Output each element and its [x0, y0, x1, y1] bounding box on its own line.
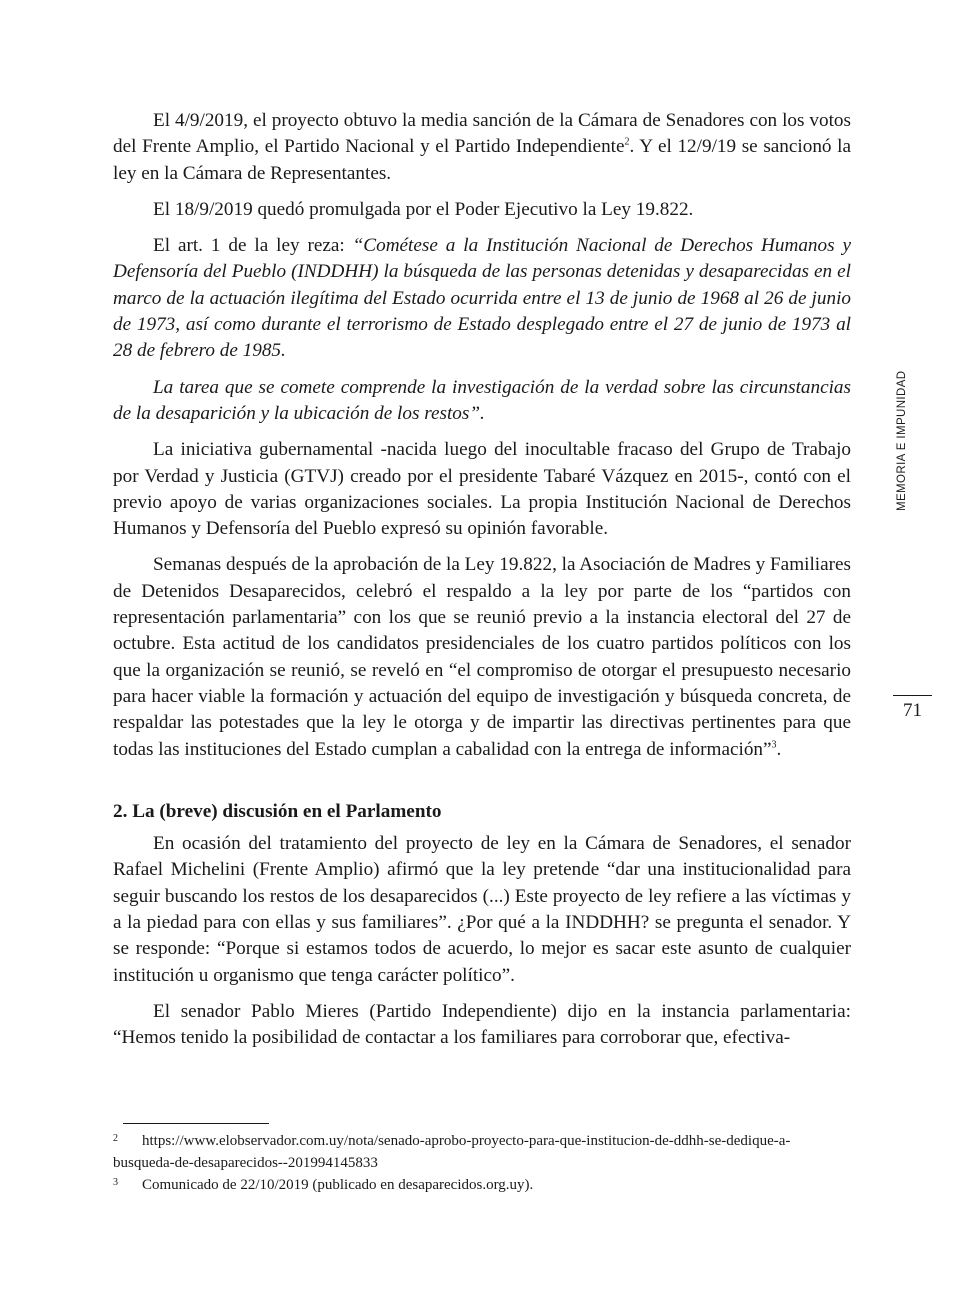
- footnote-link[interactable]: https://www.elobservador.com.uy/nota/senado-aprobo-proyecto-para-que-institucion-de-ddhh-se-dedique-a-busqueda-de-desaparecidos--201994145833: [113, 1133, 791, 1171]
- footnotes: [113, 1130, 851, 1196]
- paragraph: En ocasión del tratamiento del proyecto de ley en la Cámara de Senadores, el senador Rafael Michelini (Frente Amplio) afirmó que la ley pretende “dar una institucionalidad para seguir buscando los restos de los desaparecidos (...) Este proyecto de ley refiere a las víctimas y a la piedad para con ellas y sus familiares”. ¿Por qué a la INDDHH? se pregunta el senador. Y se responde: “Porque si estamos todos de acuerdo, lo mejor es sacar este asunto de cualquier institución u organismo que tenga carácter político”.: [113, 833, 851, 986]
- paragraph: [113, 375, 851, 428]
- footnote-text: Comunicado de 22/10/2019 (publicado en desaparecidos.org.uy).: [142, 1177, 534, 1193]
- body-text: [113, 108, 851, 1052]
- paragraph: La iniciativa gubernamental -nacida luego del inocultable fracaso del Grupo de Trabajo por Verdad y Justicia (GTVJ) creado por el presidente Tabaré Vázquez en 2015-, contó con el previo apoyo de varias organizaciones sociales. La propia Institución Nacional de Derechos Humanos y Defensoría del Pueblo expresó su opinión favorable.: [113, 439, 851, 540]
- footnote: [113, 1174, 851, 1196]
- section-heading: 2. La (breve) discusión en el Parlamento: [113, 800, 442, 822]
- paragraph: Semanas después de la aprobación de la Ley 19.822, la Asociación de Madres y Familiares de Detenidos Desaparecidos, celebró el respaldo a la ley por parte de los “partidos con representación parlamentaria” con los que se reunió previo a la instancia electoral del 27 de octubre. Esta actitud de los candidatos presidenciales de los cuatro partidos políticos con los que la organización se reunió, se reveló en “el compromiso de otorgar el presupuesto necesario para hacer viable la formación y actuación del equipo de investigación y búsqueda concreta, de respaldar las potestades que la ley le otorga y de impartir las directivas pertinentes para que todas las instituciones del Estado cumplan a cabalidad con la entrega de información”$^3$.: [113, 554, 852, 760]
- paragraph: El 4/9/2019, el proyecto obtuvo la media sanción de la Cámara de Senadores con los votos del Frente Amplio, el Partido Nacional y el Partido Independiente$^2$. Y el 12/9/19 se sancionó la ley en la Cámara de Representantes.: [113, 110, 851, 184]
- paragraph: El 18/9/2019 quedó promulgada por el Poder Ejecutivo la Ley 19.822.: [153, 198, 694, 220]
- page-number: 71: [903, 700, 922, 721]
- paragraph: El art. 1 de la ley reza: “Cométese a la Institución Nacional de Derechos Humanos y Defensoría del Pueblo (INDDHH) la búsqueda de las personas detenidas y desaparecidas en el marco de la actuación ilegítima del Estado ocurrida entre el 13 de junio de 1968 al 26 de junio de 1973, así como durante el terrorismo de Estado desplegado entre el 27 de junio de 1973 al 28 de febrero de 1985.: [113, 235, 851, 362]
- footnote-number: 2: [113, 1133, 118, 1144]
- running-side-title: MEMORIA E IMPUNIDAD: [896, 370, 908, 511]
- footnote-ref[interactable]: 3: [771, 739, 777, 751]
- footnote-ref[interactable]: 2: [624, 136, 630, 148]
- law-quote: La tarea que se comete comprende la investigación de la verdad sobre las circunstancias de la desaparición y la ubicación de los restos”.: [113, 376, 851, 424]
- footnote: [113, 1130, 851, 1174]
- paragraph: El senador Pablo Mieres (Partido Independiente) dijo en la instancia parlamentaria: “Hemos tenido la posibilidad de contactar a los familiares para corroborar que, efectiva-: [113, 1000, 851, 1049]
- footnote-number: 3: [113, 1177, 118, 1188]
- page-number-rule: [893, 695, 932, 696]
- footnote-divider: [123, 1123, 269, 1124]
- law-quote: “Cométese a la Institución Nacional de Derechos Humanos y Defensoría del Pueblo (INDDHH) la búsqueda de las personas detenidas y desaparecidas en el marco de la actuación ilegítima del Estado ocurrida entre el 13 de junio de 1968 al 26 de junio de 1973, así como durante el terrorismo de Estado desplegado entre el 27 de junio de 1973 al 28 de febrero de 1985.: [113, 235, 851, 362]
